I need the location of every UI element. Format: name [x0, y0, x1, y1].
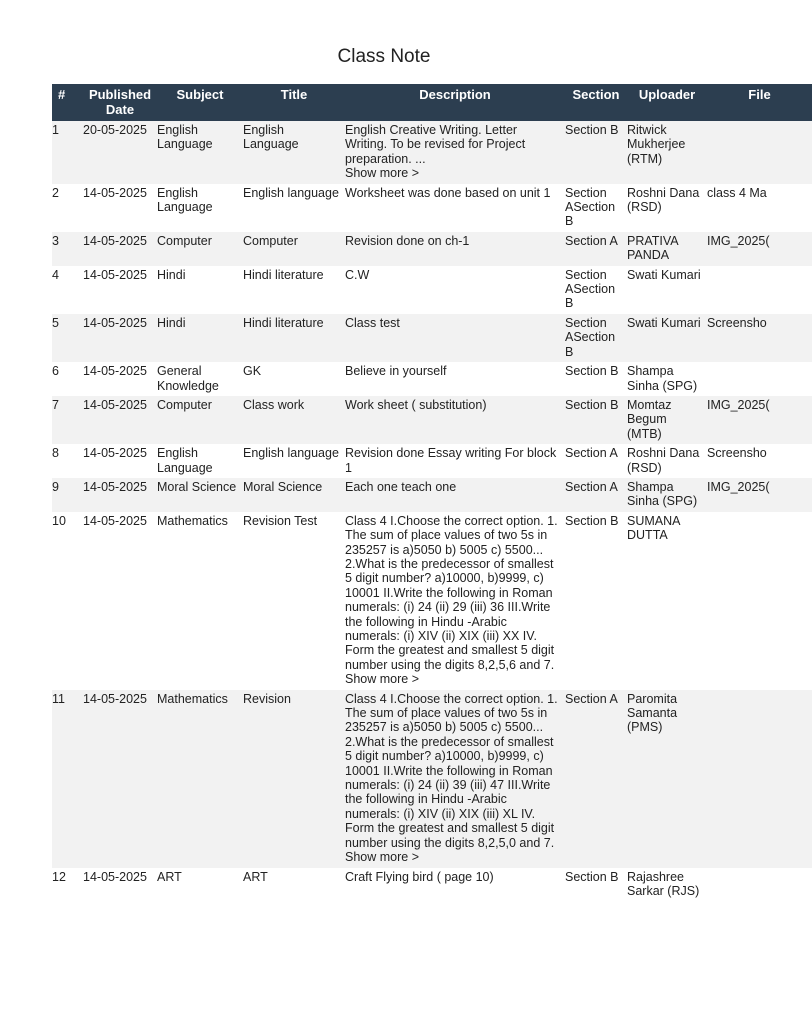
row-file-link[interactable]: IMG_2025( [707, 478, 812, 512]
table-row [52, 266, 812, 314]
table-row [52, 232, 812, 266]
row-subject: English Language [157, 185, 213, 215]
row-section: Section B [565, 364, 619, 379]
row-published-date: 14-05-2025 [83, 267, 147, 282]
row-description-cell [345, 314, 565, 362]
row-title: Moral Science [243, 478, 345, 512]
row-file-link[interactable] [707, 121, 812, 184]
row-description: Revision done Essay writing For block 1 [345, 446, 557, 475]
header-file: File [707, 84, 812, 121]
row-file-link[interactable]: IMG_2025( [707, 232, 812, 266]
row-title: Hindi literature [243, 267, 324, 282]
row-published-date: 14-05-2025 [83, 314, 157, 362]
row-title: English language [243, 446, 339, 461]
row-section: Section ASection B [565, 314, 627, 362]
row-title: Revision Test [243, 513, 318, 528]
row-published-date: 14-05-2025 [83, 513, 147, 528]
row-description-cell [345, 690, 565, 868]
row-section: Section B [565, 396, 627, 444]
row-section: Section A [565, 690, 627, 868]
row-subject: Hindi [157, 267, 186, 282]
row-number: 4 [52, 267, 59, 282]
row-file-link[interactable] [707, 362, 812, 396]
row-title: English language [243, 185, 339, 200]
row-published-date: 14-05-2025 [83, 690, 157, 868]
row-number: 3 [52, 232, 83, 266]
row-number: 7 [52, 396, 83, 444]
row-file-link[interactable] [707, 868, 812, 902]
row-uploader: Swati Kumari [627, 314, 707, 362]
row-uploader: Momtaz Begum (MTB) [627, 396, 707, 444]
row-file-link[interactable] [707, 512, 812, 690]
row-section: Section ASection B [565, 185, 616, 229]
row-description-cell [345, 232, 565, 266]
row-file-link[interactable] [707, 690, 812, 868]
row-title: Class work [243, 396, 345, 444]
table-row [52, 121, 812, 184]
show-more-link[interactable]: Show more > [345, 850, 419, 865]
row-uploader: Rajashree Sarkar (RJS) [627, 869, 700, 898]
row-section: Section A [565, 446, 618, 461]
row-uploader: PRATIVA PANDA [627, 232, 707, 266]
row-published-date: 14-05-2025 [83, 396, 157, 444]
row-uploader: Roshni Dana (RSD) [627, 446, 700, 475]
row-description-cell [345, 478, 565, 512]
row-uploader: Shampa Sinha (SPG) [627, 478, 707, 512]
row-title: Hindi literature [243, 314, 345, 362]
row-published-date: 14-05-2025 [83, 364, 147, 379]
row-number: 8 [52, 446, 59, 461]
row-file-link[interactable] [707, 266, 812, 314]
row-published-date: 14-05-2025 [83, 869, 147, 884]
row-description: Craft Flying bird ( page 10) [345, 869, 494, 884]
row-title: Revision [243, 690, 345, 868]
row-number: 2 [52, 185, 59, 200]
row-description: Work sheet ( substitution) [345, 397, 487, 412]
row-number: 12 [52, 869, 66, 884]
row-file-link[interactable]: IMG_2025( [707, 396, 812, 444]
header-uploader: Uploader [627, 84, 707, 121]
row-title: ART [243, 869, 268, 884]
row-title: GK [243, 364, 262, 379]
row-uploader: Paromita Samanta (PMS) [627, 690, 707, 868]
row-subject: ART [157, 869, 182, 884]
row-number: 6 [52, 364, 59, 379]
row-title: English Language [243, 121, 345, 184]
row-subject: English Language [157, 446, 213, 475]
row-description: Class 4 I.Choose the correct option. 1. The sum of place values of two 5s in 235257 is a)5050 b) 5005 c) 5500... 2.What is the predecessor of smallest 5 digit number? a)10000, b)9999, c) 10001 II.Write the following in Roman numerals: (i) 24 (ii) 29 (iii) 36 III.Write the following in Hindu -Arabic numerals: (i) XIV (ii) XIX (iii) XX IV. Form the greatest and smallest 5 digit number using the digits 8,2,5,6 and 7. [345, 513, 558, 672]
row-description: C.W [345, 267, 370, 282]
row-uploader: Roshni Dana (RSD) [627, 185, 700, 215]
class-note-table [52, 84, 812, 901]
show-more-link[interactable]: Show more > [345, 166, 419, 181]
row-published-date: 20-05-2025 [83, 121, 157, 184]
header-title: Title [243, 84, 345, 121]
row-description-cell [345, 512, 565, 690]
page-title: Class Note [337, 46, 431, 67]
row-description: Worksheet was done based on unit 1 [345, 185, 551, 200]
row-section: Section A [565, 478, 627, 512]
show-more-link[interactable]: Show more > [345, 672, 419, 687]
row-uploader: Ritwick Mukherjee (RTM) [627, 121, 707, 184]
row-number: 10 [52, 513, 66, 528]
header-subject: Subject [157, 84, 243, 121]
row-file-link[interactable]: class 4 Ma [707, 185, 767, 200]
row-subject: Computer [157, 396, 243, 444]
row-description-cell [345, 184, 565, 232]
row-description: Class test [345, 315, 400, 330]
row-description-cell [345, 444, 565, 478]
header-description: Description [345, 84, 565, 121]
row-subject: Mathematics [157, 513, 228, 528]
row-section: Section ASection B [565, 267, 616, 311]
row-published-date: 14-05-2025 [83, 232, 157, 266]
table-row [52, 396, 812, 444]
row-uploader: Shampa Sinha (SPG) [627, 364, 698, 393]
table-header-row [52, 84, 812, 121]
row-number: 9 [52, 478, 83, 512]
row-uploader: SUMANA DUTTA [627, 513, 680, 543]
row-number: 1 [52, 121, 83, 184]
row-description: Each one teach one [345, 479, 457, 494]
table-row [52, 690, 812, 868]
row-subject: Mathematics [157, 690, 243, 868]
row-published-date: 14-05-2025 [83, 478, 157, 512]
header-published-date: Published Date [83, 84, 157, 121]
row-section: Section A [565, 232, 627, 266]
table-row [52, 184, 812, 232]
row-description-cell [345, 121, 565, 184]
table-row [52, 478, 812, 512]
row-file-link[interactable]: Screensho [707, 446, 767, 461]
table-row [52, 512, 812, 690]
header-number: # [52, 84, 83, 121]
row-published-date: 14-05-2025 [83, 185, 147, 200]
row-description: Class 4 I.Choose the correct option. 1. The sum of place values of two 5s in 235257 is a)5050 b) 5005 c) 5500... 2.What is the predecessor of smallest 5 digit number? a)10000, b)9999, c) 10001 II.Write the following in Roman numerals: (i) 24 (ii) 39 (iii) 47 III.Write the following in Hindu -Arabic numerals: (i) XIV (ii) XIX (iii) XL IV. Form the greatest and smallest 5 digit number using the digits 8,2,5,0 and 7. [345, 691, 558, 850]
row-description-cell [345, 396, 565, 444]
table-row [52, 868, 812, 902]
table-row [52, 314, 812, 362]
row-description: Believe in yourself [345, 364, 447, 379]
table-row [52, 444, 812, 478]
row-description-cell [345, 266, 565, 314]
row-title: Computer [243, 232, 345, 266]
row-description-cell [345, 868, 565, 902]
row-subject: Hindi [157, 314, 243, 362]
row-section: Section B [565, 513, 619, 528]
row-description: English Creative Writing. Letter Writing. To be revised for Project preparation. ... [345, 123, 526, 166]
row-file-link[interactable]: Screensho [707, 314, 812, 362]
row-section: Section B [565, 121, 627, 184]
row-number: 5 [52, 314, 83, 362]
row-published-date: 14-05-2025 [83, 446, 147, 461]
row-description-cell [345, 362, 565, 396]
table-row [52, 362, 812, 396]
row-uploader: Swati Kumari [627, 267, 701, 282]
row-section: Section B [565, 869, 619, 884]
header-section: Section [565, 84, 627, 121]
row-description: Revision done on ch-1 [345, 233, 470, 248]
row-subject: General Knowledge [157, 364, 219, 393]
row-subject: Moral Science [157, 478, 243, 512]
row-subject: English Language [157, 121, 243, 184]
row-number: 11 [52, 690, 83, 868]
row-subject: Computer [157, 232, 243, 266]
